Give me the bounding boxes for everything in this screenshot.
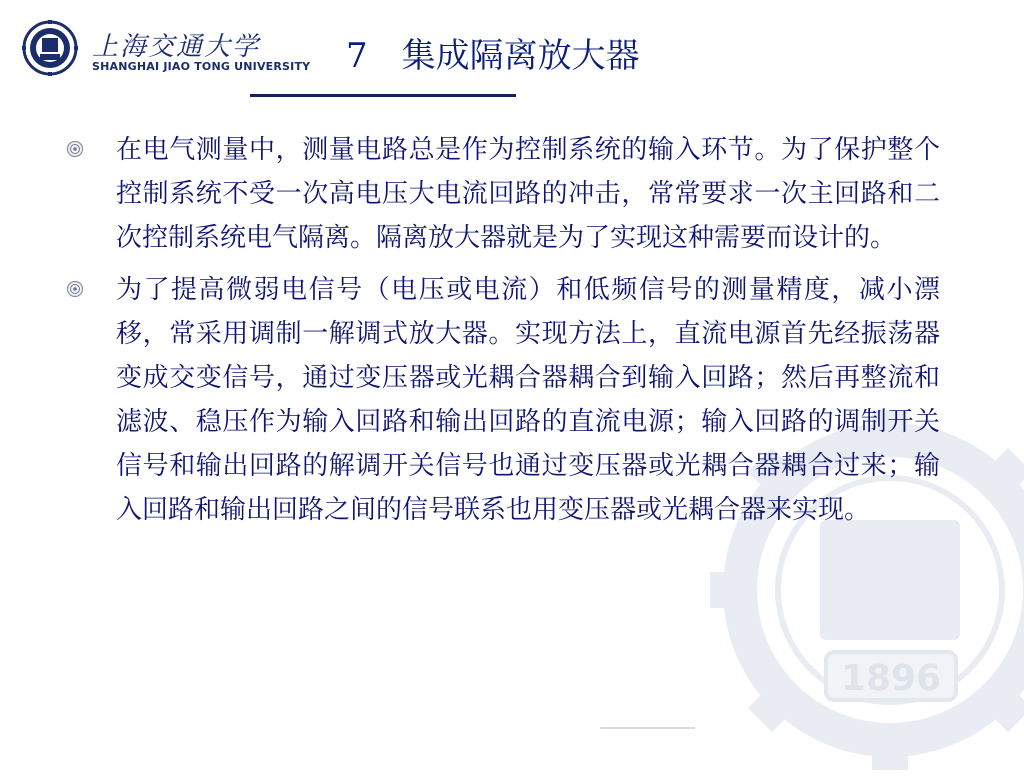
university-seal-icon xyxy=(22,20,78,76)
bullet-item xyxy=(64,128,944,260)
logo-name-chinese: 上海交通大学 xyxy=(92,32,261,62)
bullet-item xyxy=(64,268,944,532)
bullet-text: 为了提高微弱电信号（电压或电流）和低频信号的测量精度，减小漂移，常采用调制一解调式放大器。实现方法上，直流电源首先经振荡器变成交变信号，通过变压器或光耦合器耦合到输入回路；然后再整流和滤波、稳压作为输入回路和输出回路的直流电源；输入回路的调制开关信号和输出回路的解调开关信号也通过变压器或光耦合器耦合过来；输入回路和输出回路之间的信号联系也用变压器或光耦合器来实现。 xyxy=(116,275,940,525)
footer-divider xyxy=(600,727,695,729)
bullet-disc-icon xyxy=(66,140,84,158)
bullet-text: 在电气测量中，测量电路总是作为控制系统的输入环节。为了保护整个控制系统不受一次高电压大电流回路的冲击，常常要求一次主回路和二次控制系统电气隔离。隔离放大器就是为了实现这种需要而设计的。 xyxy=(116,135,940,253)
university-logo xyxy=(22,20,311,80)
watermark-year: 1896 xyxy=(840,658,942,699)
bullet-disc-icon xyxy=(66,280,84,298)
logo-name-english: SHANGHAI JIAO TONG UNIVERSITY xyxy=(92,60,311,73)
bullet-list xyxy=(64,128,944,540)
title-underline xyxy=(250,94,516,97)
slide-title: 7 集成隔离放大器 xyxy=(346,36,640,76)
